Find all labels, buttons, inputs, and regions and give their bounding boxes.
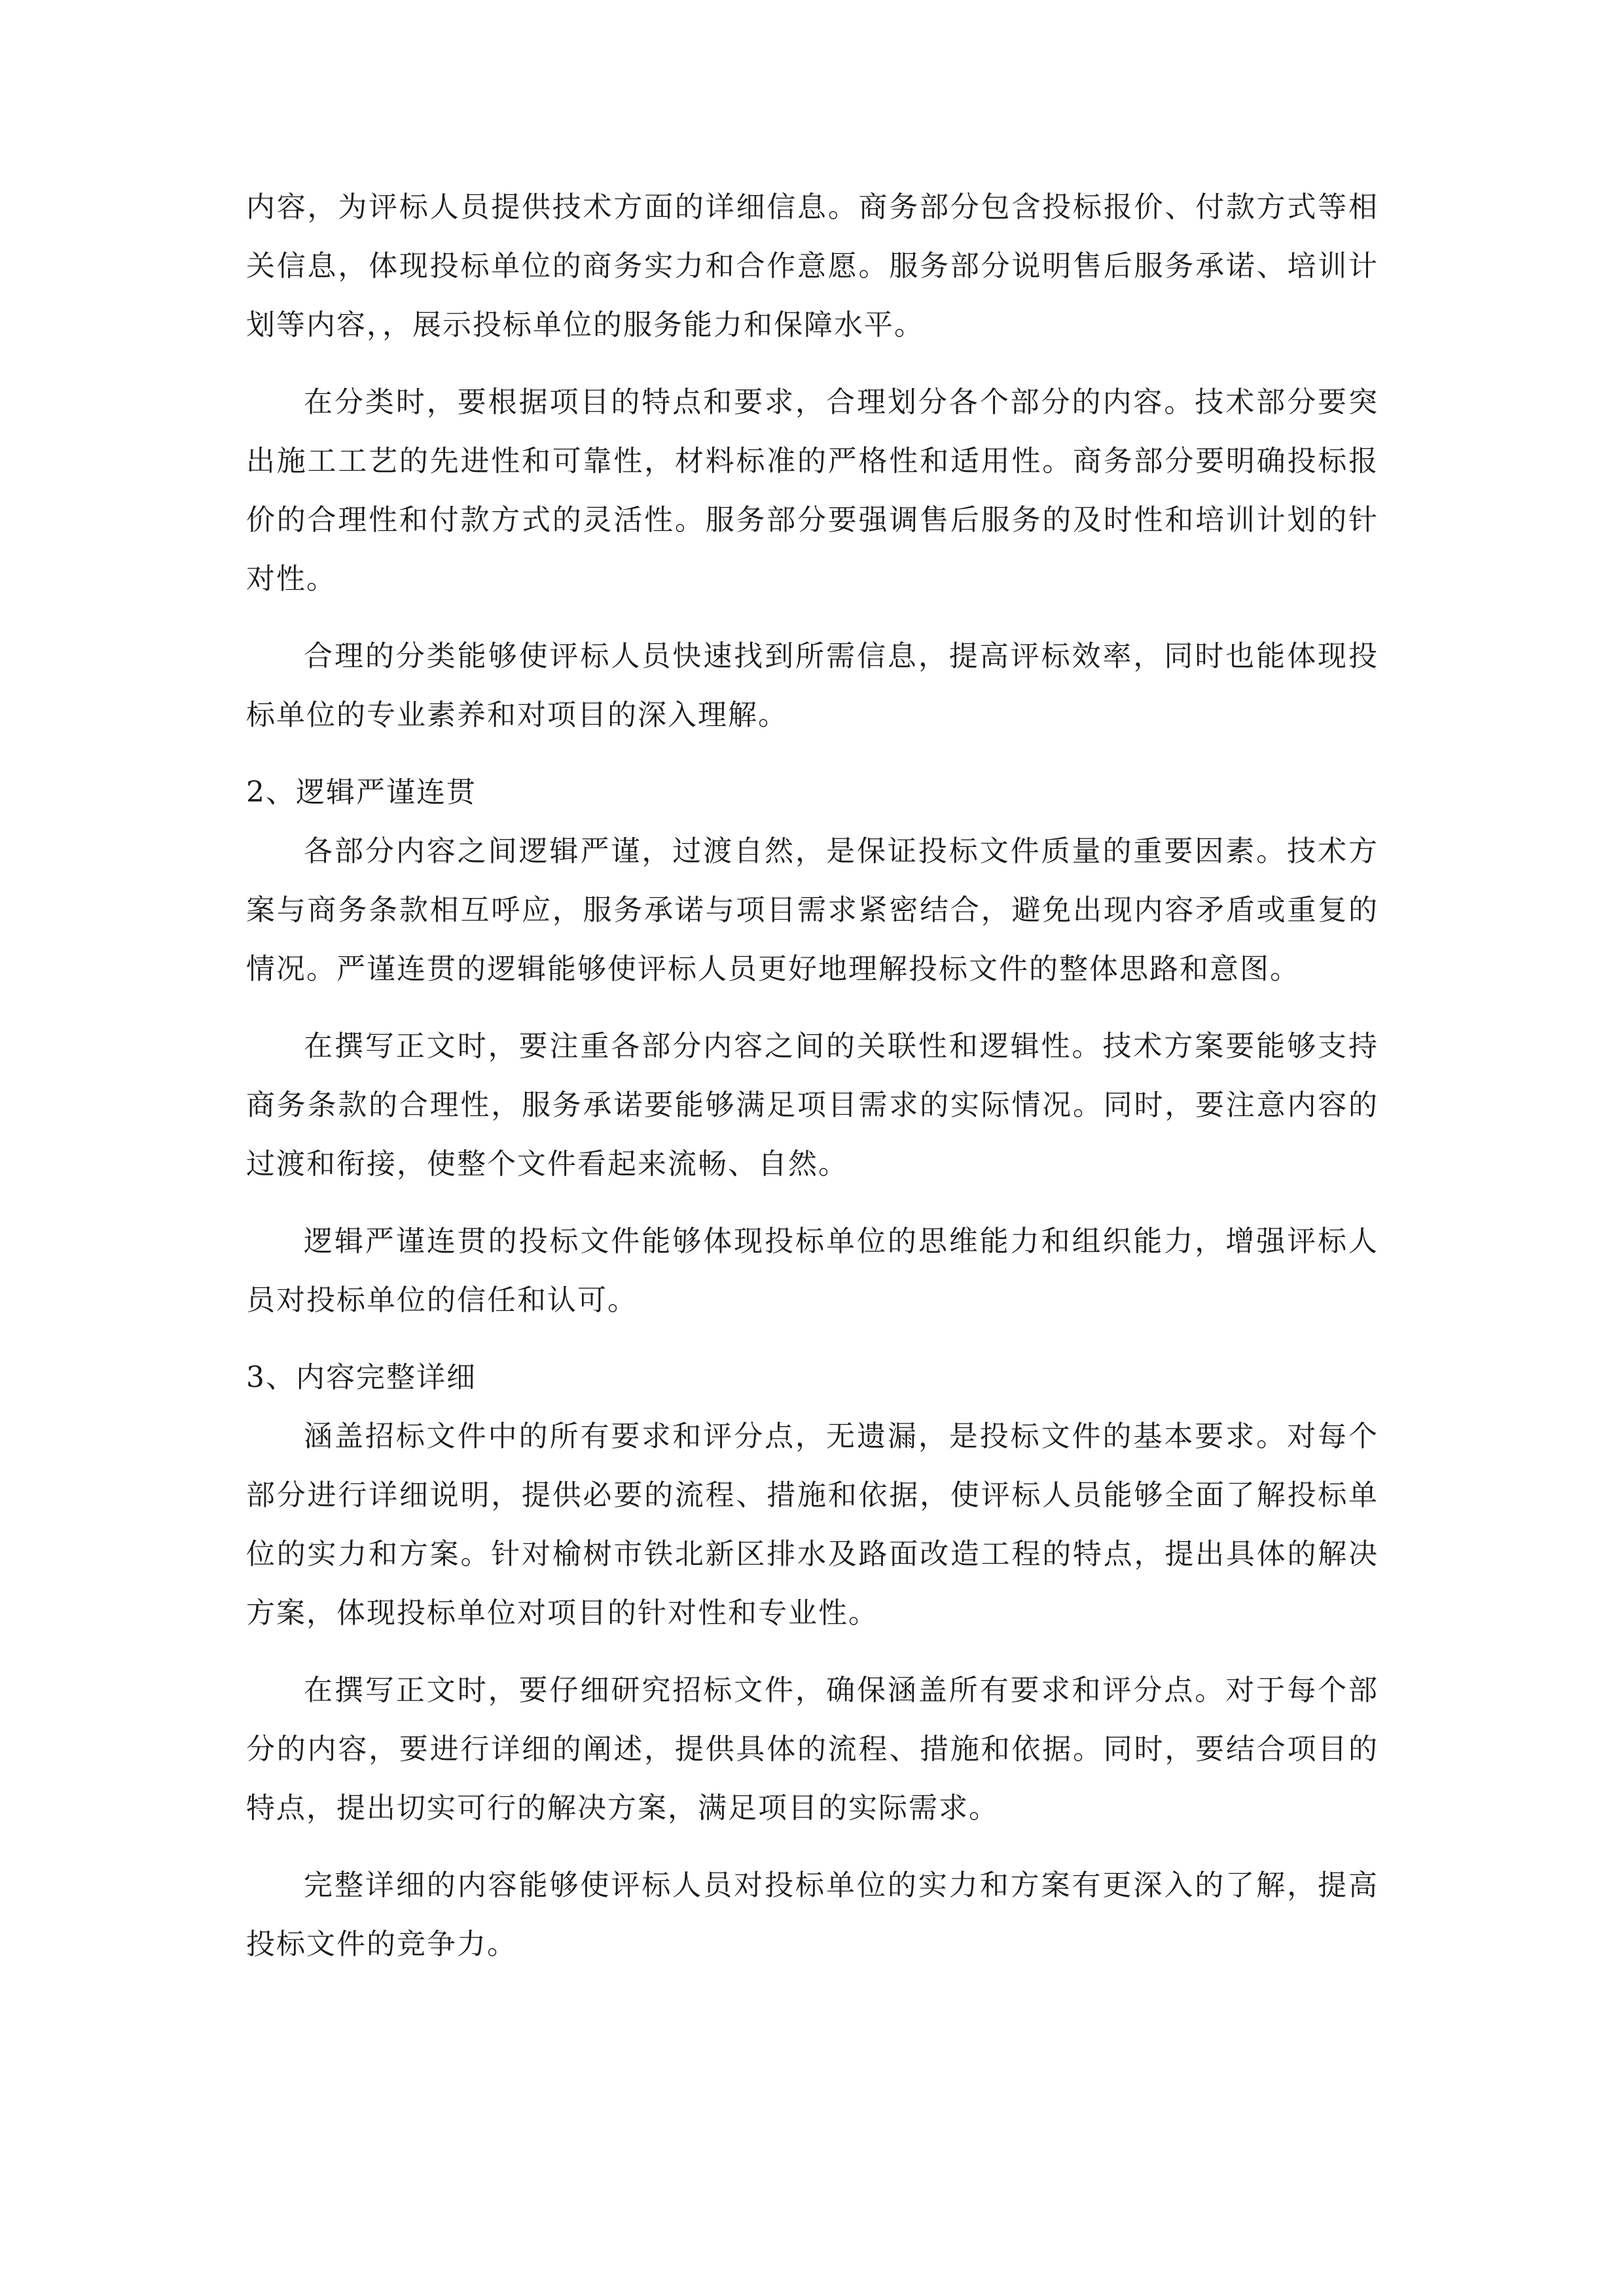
paragraph-continued: 内容，为评标人员提供技术方面的详细信息。商务部分包含投标报价、付款方式等相关信息，体现投标单位的商务实力和合作意愿。服务部分说明售后服务承诺、培训计划等内容，，展示投标单位的服务能力和保障水平。 [246, 190, 1379, 342]
paragraph-logic-intro: 各部分内容之间逻辑严谨，过渡自然，是保证投标文件质量的重要因素。技术方案与商务条款相互呼应，服务承诺与项目需求紧密结合，避免出现内容矛盾或重复的情况。严谨连贯的逻辑能够使评标人员更好地理解投标文件的整体思路和意图。 [246, 834, 1379, 986]
paragraph-completeness-benefit: 完整详细的内容能够使评标人员对投标单位的实力和方案有更深入的了解，提高投标文件的竞争力。 [246, 1869, 1379, 1961]
paragraph-logic-benefit: 逻辑严谨连贯的投标文件能够体现投标单位的思维能力和组织能力，增强评标人员对投标单位的信任和认可。 [246, 1225, 1379, 1317]
paragraph-completeness-intro: 涵盖招标文件中的所有要求和评分点，无遗漏，是投标文件的基本要求。对每个部分进行详细说明，提供必要的流程、措施和依据，使评标人员能够全面了解投标单位的实力和方案。针对榆树市铁北新区排水及路面改造工程的特点，提出具体的解决方案，体现投标单位对项目的针对性和专业性。 [246, 1420, 1379, 1630]
paragraph-classification-requirements: 在分类时，要根据项目的特点和要求，合理划分各个部分的内容。技术部分要突出施工工艺的先进性和可靠性，材料标准的严格性和适用性。商务部分要明确投标报价的合理性和付款方式的灵活性。服务部分要强调售后服务的及时性和培训计划的针对性。 [246, 386, 1379, 596]
document-body [246, 178, 1379, 1992]
paragraph-logic-writing: 在撰写正文时，要注重各部分内容之间的关联性和逻辑性。技术方案要能够支持商务条款的合理性，服务承诺要能够满足项目需求的实际情况。同时，要注意内容的过渡和衔接，使整个文件看起来流畅、自然。 [246, 1030, 1379, 1181]
section-heading-completeness: 3、内容完整详细 [246, 1361, 477, 1394]
section-heading-logic: 2、逻辑严谨连贯 [246, 776, 477, 809]
paragraph-classification-benefit: 合理的分类能够使评标人员快速找到所需信息，提高评标效率，同时也能体现投标单位的专业素养和对项目的深入理解。 [246, 639, 1379, 732]
paragraph-completeness-writing: 在撰写正文时，要仔细研究招标文件，确保涵盖所有要求和评分点。对于每个部分的内容，要进行详细的阐述，提供具体的流程、措施和依据。同时，要结合项目的特点，提出切实可行的解决方案，满足项目的实际需求。 [246, 1674, 1379, 1825]
